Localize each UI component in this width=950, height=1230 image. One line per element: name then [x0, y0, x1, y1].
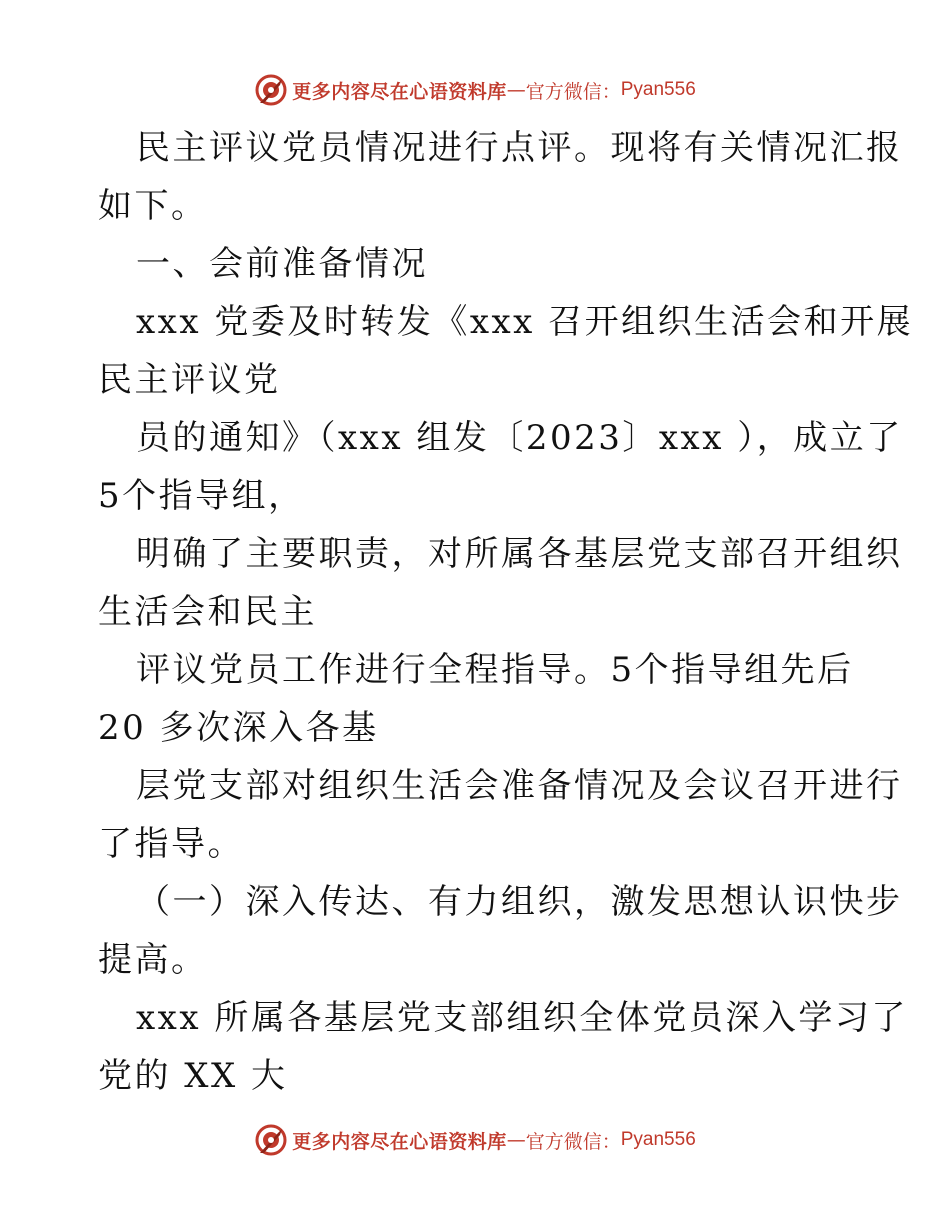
body-line: 如下。	[98, 186, 208, 226]
body-line: xxx 党委及时转发《xxx 召开组织生活会和开展	[136, 302, 914, 342]
banner-wechat-label: 官方微信：	[525, 80, 621, 103]
banner-brand: 更多内容尽在心语资料库	[292, 1130, 507, 1153]
body-line: 提高。	[98, 940, 208, 980]
banner-wechat-label: 官方微信：	[525, 1130, 621, 1153]
body-line: 了指导。	[98, 824, 244, 864]
body-line: 民主评议党员情况进行点评。现将有关情况汇报	[136, 128, 903, 168]
body-line: 生活会和民主	[98, 592, 317, 632]
footer-banner	[0, 1120, 950, 1160]
section-heading: 一、会前准备情况	[136, 244, 428, 284]
body-line: 层党支部对组织生活会准备情况及会议召开进行	[136, 766, 903, 806]
body-line: 明确了主要职责，对所属各基层党支部召开组织	[136, 534, 903, 574]
body-line: 评议党员工作进行全程指导。5个指导组先后	[136, 650, 854, 690]
body-line: 党的 XX 大	[98, 1056, 288, 1096]
banner-wechat-id: Pyan556	[620, 79, 696, 100]
banner-brand: 更多内容尽在心语资料库	[292, 80, 507, 103]
body-line: xxx 所属各基层党支部组织全体党员深入学习了	[136, 998, 908, 1038]
body-line: 20 多次深入各基	[98, 708, 379, 748]
quill-seal-icon	[254, 73, 288, 107]
subsection-heading: （一）深入传达、有力组织，激发思想认识快步	[136, 882, 903, 922]
banner-wechat-id: Pyan556	[620, 1129, 696, 1150]
body-line: 民主评议党	[98, 360, 281, 400]
body-line: 5个指导组，	[98, 476, 305, 516]
body-line: 员的通知》（xxx 组发〔2023〕xxx ），成立了	[136, 418, 903, 458]
banner-separator: —	[506, 79, 526, 101]
banner-separator: —	[506, 1129, 526, 1151]
header-banner	[0, 70, 950, 110]
quill-seal-icon	[254, 1123, 288, 1157]
